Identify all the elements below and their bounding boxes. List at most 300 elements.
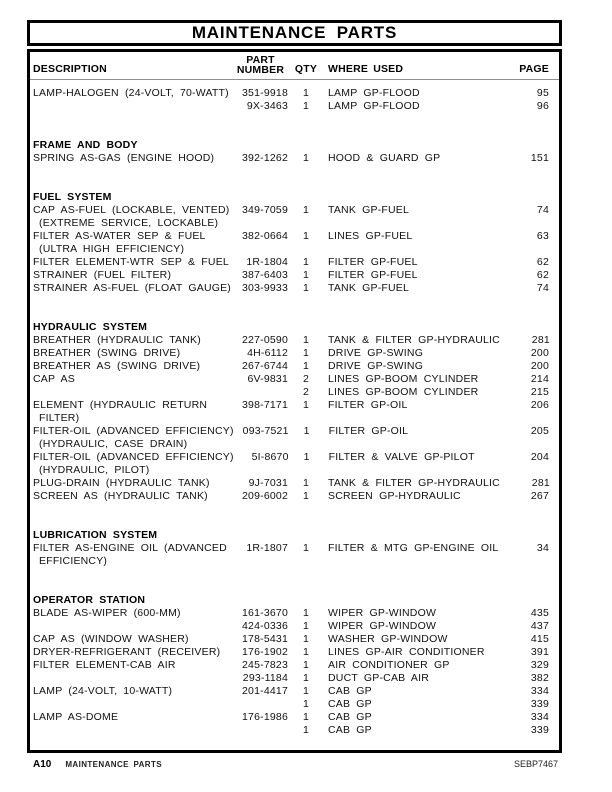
cell-where-used (324, 724, 499, 737)
part-number: 176-1902 (242, 646, 288, 658)
part-number: 178-5431 (242, 633, 288, 645)
cell-page (499, 659, 549, 672)
qty-value: 1 (302, 282, 310, 294)
cell-part-number (234, 425, 289, 438)
where-used-value: LAMP GP-FLOOD (328, 100, 420, 112)
description-line: DRYER-REFRIGERANT (RECEIVER) (33, 646, 221, 658)
qty-value: 1 (302, 334, 310, 346)
qty-value: 1 (302, 230, 310, 242)
table-header-row (30, 52, 559, 80)
cell-page (499, 620, 549, 633)
table-row (33, 256, 549, 269)
cell-part-number (233, 724, 288, 737)
parts-section (33, 87, 549, 113)
cell-part-number (233, 87, 288, 100)
cell-description (33, 711, 233, 724)
page-value: 339 (530, 698, 549, 710)
page-value: 74 (536, 282, 549, 294)
where-used-value: SCREEN GP-HYDRAULIC (328, 490, 461, 502)
where-used-value: LAMP GP-FLOOD (328, 87, 420, 99)
description-line: BREATHER AS (SWING DRIVE) (33, 360, 201, 372)
page-value: 339 (530, 724, 549, 736)
cell-where-used (324, 698, 499, 711)
cell-part-number (233, 360, 288, 373)
cell-page (499, 685, 549, 698)
part-number: 6V-9831 (247, 373, 288, 385)
cell-description (33, 542, 233, 568)
cell-where-used (325, 425, 499, 438)
page-title: MAINTENANCE PARTS (191, 23, 398, 42)
cell-description (33, 204, 233, 230)
table-row (33, 360, 549, 373)
footer-page-code: A10 (33, 759, 52, 770)
qty-value: 1 (303, 425, 310, 437)
cell-where-used (324, 269, 499, 282)
description-line: BLADE AS-WIPER (600-MM) (33, 607, 181, 619)
cell-where-used (324, 347, 499, 360)
part-number: 245-7823 (242, 659, 288, 671)
cell-page (499, 724, 549, 737)
part-number: 161-3670 (242, 607, 288, 619)
cell-part-number (233, 269, 288, 282)
qty-value: 1 (302, 659, 310, 671)
page-footer (27, 759, 562, 770)
where-used-value: WIPER GP-WINDOW (328, 620, 437, 632)
part-number (233, 698, 288, 711)
cell-part-number (233, 334, 288, 347)
part-number: 1R-1807 (246, 542, 288, 554)
cell-qty (288, 711, 324, 724)
cell-page (499, 347, 549, 360)
qty-value: 1 (303, 451, 310, 463)
cell-description (33, 152, 233, 165)
part-number: 387-6403 (242, 269, 288, 281)
column-header-description: DESCRIPTION (33, 63, 107, 75)
cell-part-number (233, 230, 288, 243)
description-line: FILTER AS-WATER SEP & FUEL (33, 230, 206, 242)
cell-part-number (233, 607, 288, 620)
cell-part-number (233, 204, 288, 217)
part-number: 382-0664 (242, 230, 288, 242)
cell-page (499, 386, 549, 399)
cell-where-used (324, 230, 499, 243)
cell-description (33, 646, 233, 659)
cell-part-number (233, 282, 288, 295)
cell-page (499, 230, 549, 243)
table-row (33, 425, 549, 451)
table-row (33, 698, 549, 711)
table-row (33, 724, 549, 737)
cell-part-number (234, 451, 289, 464)
where-used-value: CAB GP (328, 724, 372, 736)
section-heading: OPERATOR STATION (33, 594, 146, 606)
cell-where-used (324, 334, 500, 347)
cell-part-number (233, 386, 288, 399)
where-used-value: WASHER GP-WINDOW (328, 633, 448, 645)
page-value: 382 (530, 672, 549, 684)
page-value: 63 (536, 230, 549, 242)
part-number: 227-0590 (242, 334, 288, 346)
cell-description (33, 399, 233, 425)
description-line: FILTER AS-ENGINE OIL (ADVANCED (33, 542, 227, 554)
where-used-value: FILTER GP-FUEL (328, 269, 418, 281)
cell-where-used (324, 282, 499, 295)
qty-value: 1 (302, 152, 310, 164)
page-value: 204 (530, 451, 549, 463)
where-used-value: FILTER & MTG GP-ENGINE OIL (328, 542, 499, 554)
cell-page (499, 100, 549, 113)
part-number (233, 724, 288, 737)
page-value: 281 (531, 477, 550, 489)
column-header-page: PAGE (519, 63, 549, 75)
page-value: 74 (536, 204, 549, 216)
where-used-value: DRIVE GP-SWING (328, 360, 424, 372)
cell-part-number (233, 646, 288, 659)
description-line: ELEMENT (HYDRAULIC RETURN (33, 399, 208, 411)
description-line: EFFICIENCY) (39, 555, 108, 567)
parts-section (33, 321, 549, 503)
part-number: 303-9933 (242, 282, 288, 294)
cell-qty (288, 347, 324, 360)
cell-description (33, 282, 233, 295)
description-line: PLUG-DRAIN (HYDRAULIC TANK) (33, 477, 210, 489)
page-value: 415 (530, 633, 549, 645)
cell-where-used (324, 386, 499, 399)
where-used-value: FILTER & VALVE GP-PILOT (328, 451, 475, 463)
cell-where-used (325, 451, 499, 464)
where-used-value: WIPER GP-WINDOW (328, 607, 437, 619)
cell-where-used (324, 256, 499, 269)
table-row (33, 373, 549, 386)
table-row (33, 230, 549, 256)
part-number: 093-7521 (242, 425, 289, 437)
table-row (33, 100, 549, 113)
table-row (33, 451, 549, 477)
description-line: (HYDRAULIC, CASE DRAIN) (39, 438, 188, 450)
cell-page (499, 672, 549, 685)
description-line: LAMP AS-DOME (33, 711, 119, 723)
part-number: 349-7059 (242, 204, 288, 216)
cell-where-used (324, 607, 499, 620)
part-number (233, 386, 288, 399)
part-number: 1R-1804 (246, 256, 288, 268)
cell-where-used (324, 620, 499, 633)
table-row (33, 711, 549, 724)
cell-qty (288, 282, 324, 295)
cell-qty (288, 490, 324, 503)
cell-qty (288, 269, 324, 282)
cell-page (500, 334, 550, 347)
page-title-box (27, 20, 562, 46)
where-used-value: LINES GP-BOOM CYLINDER (328, 386, 479, 398)
qty-value: 1 (302, 633, 310, 645)
part-number: 398-7171 (242, 399, 288, 411)
cell-part-number (233, 490, 288, 503)
cell-part-number (233, 633, 288, 646)
cell-part-number (233, 399, 288, 412)
qty-value: 1 (302, 724, 310, 736)
cell-where-used (324, 477, 500, 490)
qty-value: 2 (302, 386, 310, 398)
page-value: 329 (530, 659, 549, 671)
cell-qty (288, 360, 324, 373)
column-header-part-line2: NUMBER (236, 64, 285, 76)
parts-section (33, 139, 549, 165)
where-used-value: FILTER GP-OIL (328, 425, 409, 437)
where-used-value: TANK GP-FUEL (328, 282, 410, 294)
description-line: BREATHER (HYDRAULIC TANK) (33, 334, 201, 346)
qty-value: 1 (302, 685, 310, 697)
table-row (33, 87, 549, 100)
cell-qty (288, 542, 324, 555)
page-value: 206 (530, 399, 549, 411)
cell-part-number (233, 698, 288, 711)
description-line: FILTER) (39, 412, 80, 424)
cell-page (499, 282, 549, 295)
where-used-value: LINES GP-FUEL (328, 230, 413, 242)
parts-section (33, 594, 549, 737)
cell-part-number (233, 152, 288, 165)
table-row (33, 607, 549, 620)
qty-value: 1 (302, 711, 310, 723)
cell-part-number (233, 620, 288, 633)
description-line: SCREEN AS (HYDRAULIC TANK) (33, 490, 208, 502)
where-used-value: AIR CONDITIONER GP (328, 659, 450, 671)
part-number: 176-1986 (242, 711, 288, 723)
cell-where-used (324, 399, 499, 412)
cell-page (499, 360, 549, 373)
table-row (33, 659, 549, 672)
page-value: 200 (530, 360, 549, 372)
cell-where-used (324, 685, 499, 698)
cell-description (33, 269, 233, 282)
cell-page (499, 399, 549, 412)
qty-value: 1 (302, 360, 310, 372)
cell-part-number (233, 711, 288, 724)
description-line: SPRING AS-GAS (ENGINE HOOD) (33, 152, 215, 164)
cell-page (499, 451, 549, 464)
cell-description (33, 451, 234, 477)
cell-part-number (233, 672, 288, 685)
description-line: CAP AS-FUEL (LOCKABLE, VENTED) (33, 204, 230, 216)
part-number: 209-6002 (242, 490, 288, 502)
cell-qty (289, 451, 325, 464)
column-header-part-line1: PART (246, 54, 275, 66)
qty-value: 1 (302, 87, 310, 99)
cell-where-used (324, 672, 499, 685)
cell-where-used (324, 152, 499, 165)
where-used-value: TANK & FILTER GP-HYDRAULIC (328, 334, 500, 346)
qty-value: 1 (302, 204, 310, 216)
cell-page (499, 633, 549, 646)
cell-page (499, 698, 549, 711)
qty-value: 1 (302, 490, 310, 502)
cell-qty (289, 425, 325, 438)
description-line: FILTER ELEMENT-CAB AIR (33, 659, 176, 671)
footer-document-number: SEBP7467 (513, 759, 558, 769)
cell-description (33, 685, 233, 698)
cell-qty (288, 659, 324, 672)
cell-page (499, 87, 549, 100)
description-line: (ULTRA HIGH EFFICIENCY) (39, 243, 185, 255)
cell-description (33, 230, 233, 256)
qty-value: 2 (302, 373, 310, 385)
cell-description (33, 633, 233, 646)
page-value: 437 (530, 620, 549, 632)
cell-where-used (324, 100, 499, 113)
cell-part-number (233, 347, 288, 360)
qty-value: 1 (302, 620, 310, 632)
cell-description (33, 607, 233, 620)
cell-where-used (324, 490, 499, 503)
description-line: (HYDRAULIC, PILOT) (39, 464, 150, 476)
page-value: 96 (536, 100, 549, 112)
page-value: 435 (530, 607, 549, 619)
cell-qty (288, 646, 324, 659)
cell-part-number (233, 100, 288, 113)
cell-part-number (233, 685, 288, 698)
qty-value: 1 (302, 269, 310, 281)
cell-part-number (233, 256, 288, 269)
description-line: STRAINER (FUEL FILTER) (33, 269, 172, 281)
qty-value: 1 (302, 256, 310, 268)
cell-page (499, 152, 549, 165)
qty-value: 1 (302, 347, 310, 359)
section-heading: FUEL SYSTEM (33, 191, 112, 203)
section-heading: FRAME AND BODY (33, 139, 138, 151)
footer-section-label: MAINTENANCE PARTS (65, 760, 163, 769)
cell-description (33, 659, 233, 672)
where-used-value: CAB GP (328, 685, 372, 697)
part-number: 351-9918 (242, 87, 288, 99)
description-line: (EXTREME SERVICE, LOCKABLE) (39, 217, 219, 229)
page-value: 391 (530, 646, 549, 658)
description-line: FILTER ELEMENT-WTR SEP & FUEL (33, 256, 229, 268)
description-line: FILTER-OIL (ADVANCED EFFICIENCY) (33, 451, 234, 463)
part-number: 201-4417 (242, 685, 288, 697)
part-number: 424-0336 (242, 620, 288, 632)
cell-qty (288, 204, 324, 217)
column-header-where-used: WHERE USED (328, 63, 404, 75)
description-line: FILTER-OIL (ADVANCED EFFICIENCY) (33, 425, 234, 437)
table-row (33, 282, 549, 295)
cell-description (33, 477, 233, 490)
description-line: BREATHER (SWING DRIVE) (33, 347, 181, 359)
where-used-value: CAB GP (328, 711, 372, 723)
where-used-value: TANK GP-FUEL (328, 204, 410, 216)
qty-value: 1 (302, 542, 310, 554)
cell-part-number (233, 477, 288, 490)
cell-qty (288, 334, 324, 347)
cell-description (33, 360, 233, 373)
section-heading: LUBRICATION SYSTEM (33, 529, 158, 541)
cell-where-used (324, 204, 499, 217)
cell-qty (288, 672, 324, 685)
section-heading: HYDRAULIC SYSTEM (33, 321, 148, 333)
where-used-value: LINES GP-BOOM CYLINDER (328, 373, 479, 385)
description-line: LAMP (24-VOLT, 10-WATT) (33, 685, 173, 697)
page-value: 200 (530, 347, 549, 359)
cell-qty (288, 698, 324, 711)
cell-qty (288, 633, 324, 646)
cell-description (33, 425, 234, 451)
table-row (33, 347, 549, 360)
cell-description (33, 87, 233, 100)
page-value: 34 (536, 542, 549, 554)
cell-page (500, 477, 550, 490)
cell-qty (288, 230, 324, 243)
cell-where-used (324, 373, 499, 386)
cell-where-used (324, 360, 499, 373)
cell-qty (288, 399, 324, 412)
table-row (33, 386, 549, 399)
where-used-value: DRIVE GP-SWING (328, 347, 424, 359)
cell-page (499, 204, 549, 217)
cell-where-used (324, 711, 499, 724)
page-value: 95 (536, 87, 549, 99)
table-row (33, 633, 549, 646)
cell-qty (288, 685, 324, 698)
cell-qty (288, 373, 324, 386)
column-header-qty: QTY (294, 63, 318, 75)
page-value: 62 (536, 269, 549, 281)
table-row (33, 477, 549, 490)
page-value: 334 (530, 711, 549, 723)
cell-description (33, 256, 233, 269)
qty-value: 1 (302, 399, 310, 411)
table-row (33, 646, 549, 659)
where-used-value: LINES GP-AIR CONDITIONER (328, 646, 485, 658)
table-row (33, 542, 549, 568)
table-row (33, 685, 549, 698)
part-number: 4H-6112 (247, 347, 288, 359)
cell-description (33, 334, 233, 347)
cell-page (499, 269, 549, 282)
cell-description (33, 373, 233, 386)
cell-qty (288, 152, 324, 165)
cell-part-number (233, 373, 288, 386)
table-row (33, 620, 549, 633)
cell-qty (288, 724, 324, 737)
description-line: STRAINER AS-FUEL (FLOAT GAUGE) (33, 282, 232, 294)
qty-value: 1 (302, 100, 310, 112)
table-body (30, 80, 559, 737)
parts-section (33, 191, 549, 295)
cell-page (499, 256, 549, 269)
cell-description (33, 347, 233, 360)
cell-where-used (324, 87, 499, 100)
part-number: 293-1184 (242, 672, 288, 684)
page-value: 281 (531, 334, 550, 346)
cell-description (33, 490, 233, 503)
parts-table (27, 49, 562, 753)
cell-page (499, 373, 549, 386)
cell-where-used (324, 659, 499, 672)
cell-page (499, 607, 549, 620)
where-used-value: FILTER GP-FUEL (328, 256, 418, 268)
cell-qty (288, 100, 324, 113)
cell-qty (288, 256, 324, 269)
part-number: 392-1262 (242, 152, 288, 164)
cell-page (499, 425, 549, 438)
qty-value: 1 (302, 646, 310, 658)
cell-part-number (233, 542, 288, 555)
cell-page (499, 542, 549, 555)
cell-where-used (324, 633, 499, 646)
table-row (33, 672, 549, 685)
table-row (33, 269, 549, 282)
page-value: 267 (530, 490, 549, 502)
